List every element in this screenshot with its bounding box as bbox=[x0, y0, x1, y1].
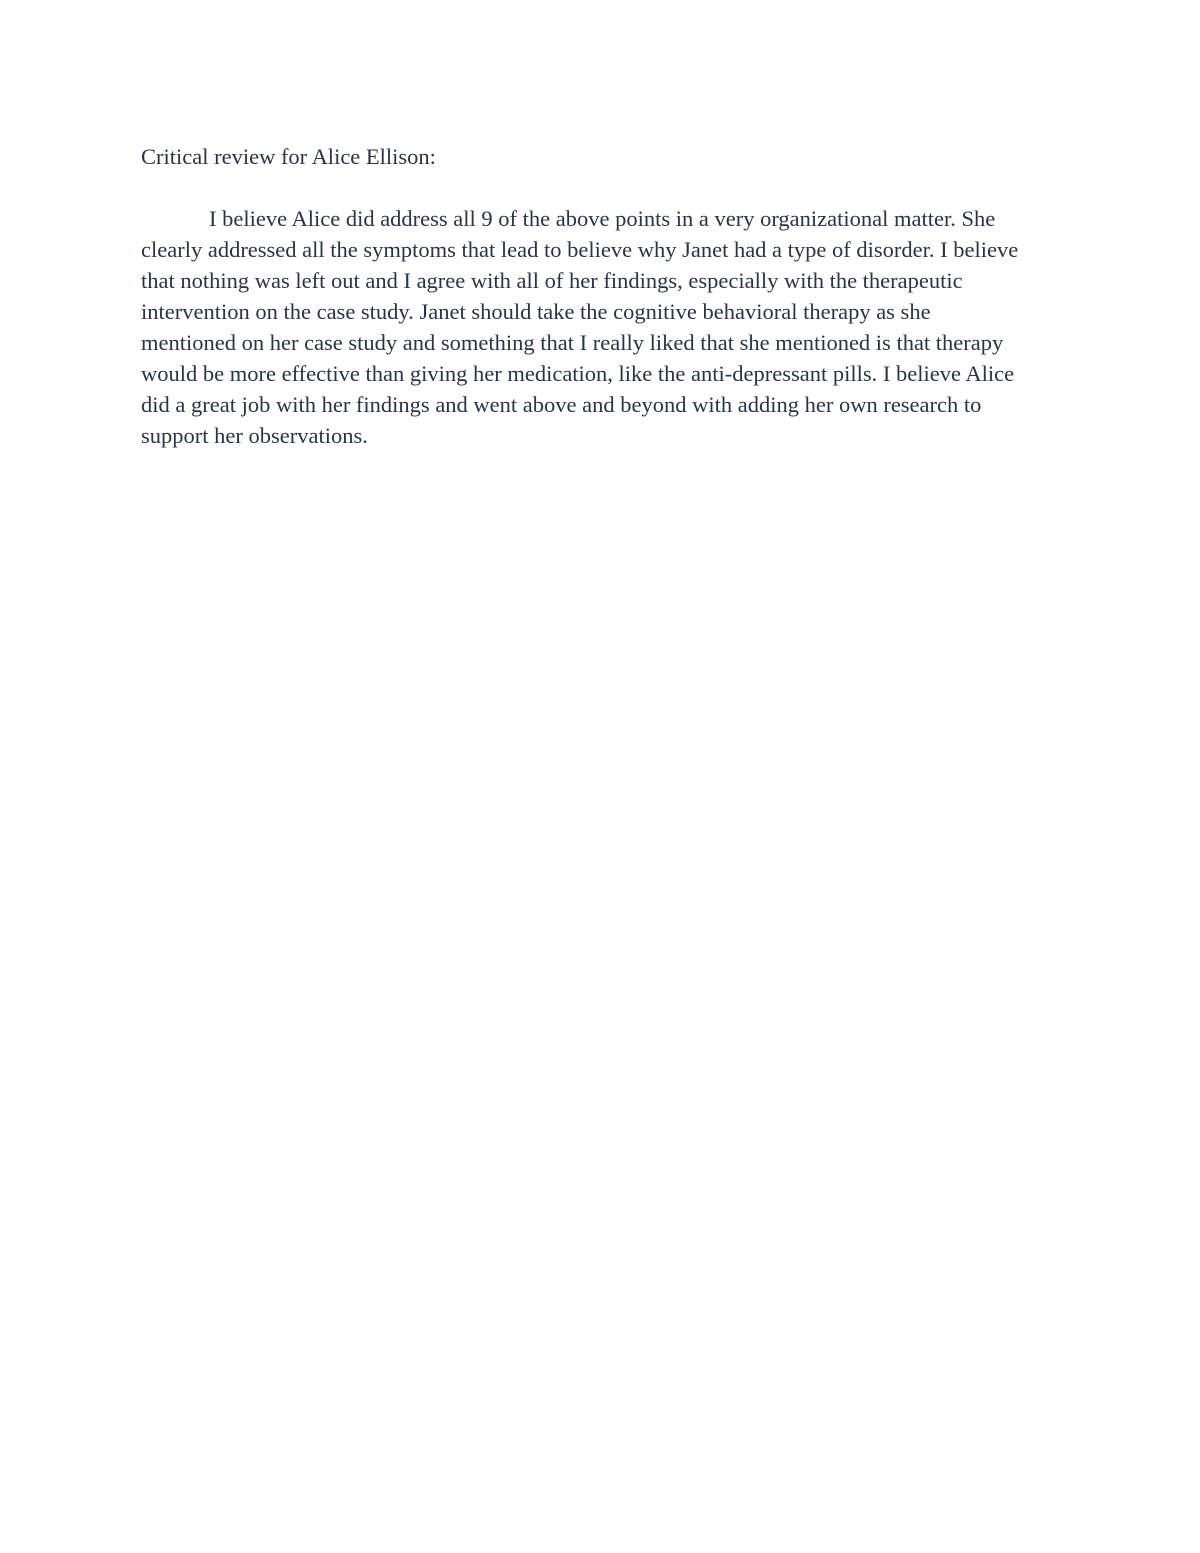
document-body bbox=[141, 141, 1071, 451]
paragraph-line: would be more effective than giving her medication, like the anti-depressant pills. I believe Alice bbox=[141, 361, 1015, 386]
paragraph-line: mentioned on her case study and something that I really liked that she mentioned is that therapy bbox=[141, 330, 1004, 355]
review-paragraph bbox=[141, 203, 1071, 451]
blank-line bbox=[141, 172, 1071, 203]
paragraph-line: support her observations. bbox=[141, 423, 368, 448]
paragraph-line: that nothing was left out and I agree with all of her findings, especially with the therapeutic bbox=[141, 268, 963, 293]
paragraph-line: clearly addressed all the symptoms that lead to believe why Janet had a type of disorder. I believe bbox=[141, 237, 1019, 262]
paragraph-line: did a great job with her findings and went above and beyond with adding her own research to bbox=[141, 392, 982, 417]
paragraph-line: intervention on the case study. Janet should take the cognitive behavioral therapy as she bbox=[141, 299, 931, 324]
document-title: Critical review for Alice Ellison: bbox=[141, 144, 436, 169]
paragraph-line: I believe Alice did address all 9 of the above points in a very organizational matter. She bbox=[209, 206, 996, 231]
